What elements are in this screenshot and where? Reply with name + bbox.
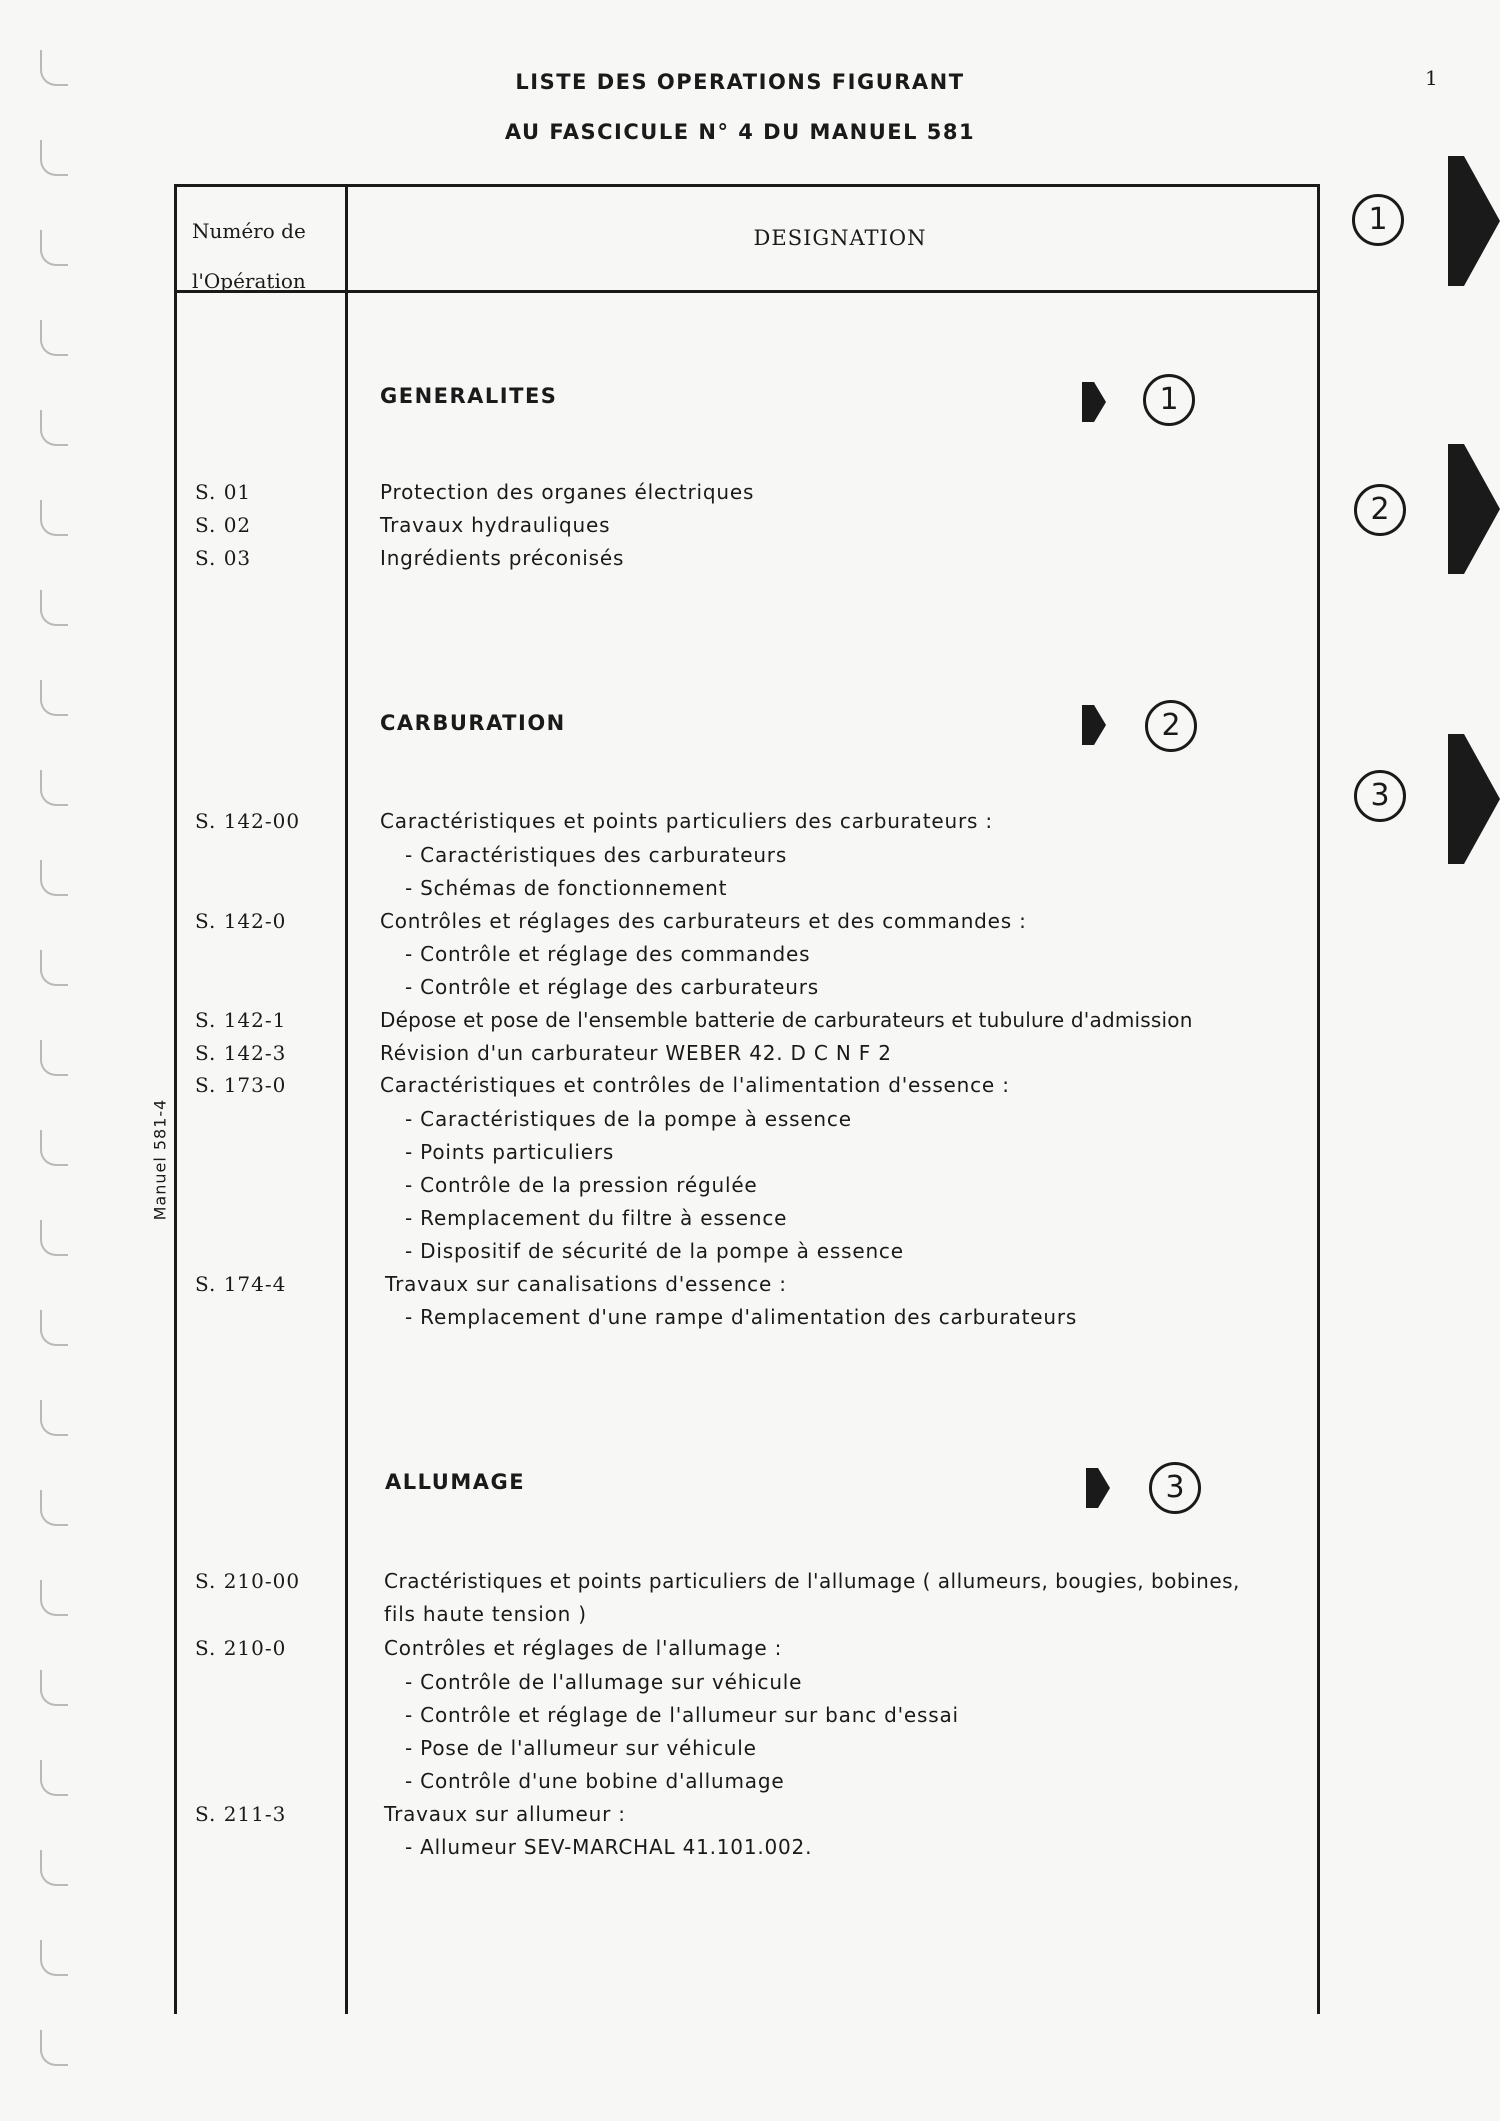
section-badge: 3	[1149, 1462, 1201, 1514]
tab-arrow-2-icon[interactable]	[1448, 444, 1500, 574]
operation-code: S. 03	[195, 546, 252, 570]
pointer-arrow-icon	[1082, 380, 1108, 424]
operation-subline: - Contrôle de l'allumage sur véhicule	[405, 1670, 803, 1694]
operation-code: S. 142-0	[195, 909, 287, 933]
operation-line: Révision d'un carburateur WEBER 42. D C N F 2	[380, 1041, 892, 1065]
operation-subline: - Contrôle et réglage des carburateurs	[405, 975, 819, 999]
operation-subline: - Contrôle et réglage de l'allumeur sur banc d'essai	[405, 1703, 959, 1727]
document-title-line1: LISTE DES OPERATIONS FIGURANT	[515, 70, 965, 94]
operation-subline: - Caractéristiques des carburateurs	[405, 843, 788, 867]
pointer-arrow-icon	[1082, 703, 1108, 747]
operation-subline: - Dispositif de sécurité de la pompe à essence	[405, 1239, 904, 1263]
operation-subline: - Allumeur SEV-MARCHAL 41.101.002.	[405, 1835, 813, 1859]
operation-line: Protection des organes électriques	[380, 480, 755, 504]
operation-line: Travaux hydrauliques	[380, 513, 611, 537]
operation-code: S. 211-3	[195, 1802, 287, 1826]
operation-code: S. 210-0	[195, 1636, 287, 1660]
operation-line: Dépose et pose de l'ensemble batterie de carburateurs et tubulure d'admission	[380, 1008, 1193, 1032]
column-header-line1: Numéro de	[192, 219, 306, 243]
operation-line: fils haute tension )	[384, 1602, 587, 1626]
operation-subline: - Schémas de fonctionnement	[405, 876, 728, 900]
operation-code: S. 142-00	[195, 809, 301, 833]
tab-badge-2[interactable]: 2	[1354, 484, 1406, 536]
operation-line: Caractéristiques et contrôles de l'alimentation d'essence :	[380, 1073, 1010, 1097]
operation-subline: - Remplacement du filtre à essence	[405, 1206, 788, 1230]
operation-line: Travaux sur allumeur :	[384, 1802, 626, 1826]
operation-code: S. 142-1	[195, 1008, 287, 1032]
operation-subline: - Contrôle et réglage des commandes	[405, 942, 811, 966]
operation-code: S. 01	[195, 480, 252, 504]
operation-line: Caractéristiques et points particuliers des carburateurs :	[380, 809, 993, 833]
tab-arrow-1-icon[interactable]	[1448, 156, 1500, 286]
page-number: 1	[1425, 66, 1438, 90]
section-title: GENERALITES	[380, 384, 558, 408]
section-title: CARBURATION	[380, 711, 566, 735]
operation-line: Cractéristiques et points particuliers de l'allumage ( allumeurs, bougies, bobines,	[384, 1569, 1240, 1593]
column-header-line2: l'Opération	[192, 269, 306, 293]
operation-code: S. 173-0	[195, 1073, 287, 1097]
tab-badge-3[interactable]: 3	[1354, 770, 1406, 822]
operation-line: Ingrédients préconisés	[380, 546, 625, 570]
operation-subline: - Contrôle d'une bobine d'allumage	[405, 1769, 785, 1793]
operation-subline: - Pose de l'allumeur sur véhicule	[405, 1736, 757, 1760]
section-title: ALLUMAGE	[385, 1470, 526, 1494]
pointer-arrow-icon	[1086, 1466, 1112, 1510]
manual-side-label: Manuel 581-4	[150, 1098, 170, 1221]
operation-line: Contrôles et réglages des carburateurs et des commandes :	[380, 909, 1027, 933]
document-title-line2: AU FASCICULE N° 4 DU MANUEL 581	[504, 120, 976, 144]
tab-badge-1[interactable]: 1	[1352, 194, 1404, 246]
column-header-operation-number	[192, 206, 342, 306]
column-header-designation: DESIGNATION	[753, 226, 927, 250]
operation-subline: - Caractéristiques de la pompe à essence	[405, 1107, 852, 1131]
operation-subline: - Contrôle de la pression régulée	[405, 1173, 758, 1197]
operation-code: S. 210-00	[195, 1569, 301, 1593]
operation-subline: - Remplacement d'une rampe d'alimentation des carburateurs	[405, 1305, 1078, 1329]
operation-code: S. 142-3	[195, 1041, 287, 1065]
tab-arrow-3-icon[interactable]	[1448, 734, 1500, 864]
section-badge: 1	[1143, 374, 1195, 426]
operation-code: S. 02	[195, 513, 252, 537]
operation-subline: - Points particuliers	[405, 1140, 615, 1164]
operation-code: S. 174-4	[195, 1272, 287, 1296]
section-badge: 2	[1145, 700, 1197, 752]
operation-line: Travaux sur canalisations d'essence :	[385, 1272, 787, 1296]
operation-line: Contrôles et réglages de l'allumage :	[384, 1636, 783, 1660]
